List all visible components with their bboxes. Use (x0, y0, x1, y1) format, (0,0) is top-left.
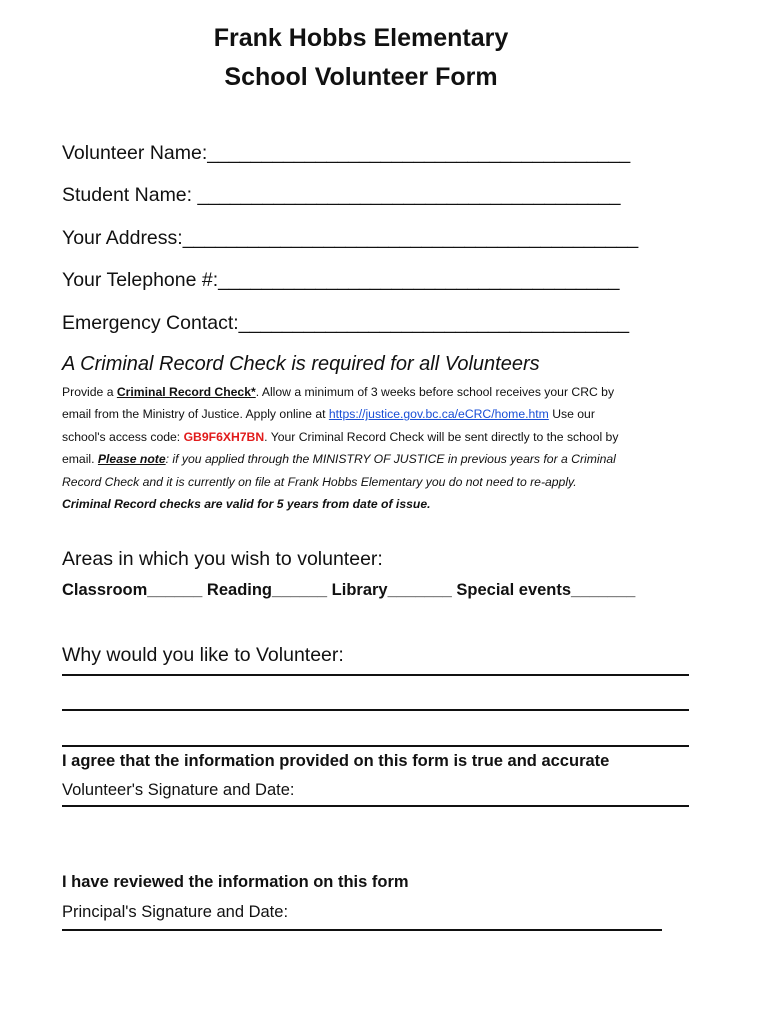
areas-heading: Areas in which you wish to volunteer: (62, 548, 383, 570)
crc-link-label: Criminal Record Check* (116, 385, 256, 399)
volunteer-name-field[interactable] (62, 141, 630, 165)
crc-text: email from the Ministry of Justice. Apply online at (62, 407, 329, 422)
review-statement: I have reviewed the information on this form (62, 873, 409, 891)
volunteer-signature-line[interactable] (62, 805, 689, 807)
telephone-label: Your Telephone #: (62, 269, 219, 291)
principal-signature-line[interactable] (62, 929, 662, 931)
why-volunteer-label: Why would you like to Volunteer: (62, 644, 344, 666)
address-field[interactable] (62, 226, 638, 250)
access-code: GB9F6XH7BN (183, 429, 265, 444)
why-answer-line-3[interactable] (62, 745, 689, 747)
crc-validity-note: Criminal Record checks are valid for 5 years from date of issue. (62, 497, 431, 512)
please-note: Please note (97, 452, 166, 467)
why-answer-line-1[interactable] (62, 674, 689, 676)
crc-line-4 (62, 448, 702, 470)
student-name-label: Student Name: (62, 184, 198, 206)
address-label: Your Address: (62, 227, 183, 249)
areas-options[interactable]: Classroom______ Reading______ Library_______ Special events_______ (62, 581, 636, 599)
crc-line-1 (62, 381, 702, 403)
crc-line-2 (62, 403, 702, 425)
crc-text: school's access code: (62, 429, 184, 444)
emergency-contact-blank[interactable]: ____________________________________ (238, 312, 630, 334)
crc-paragraph (62, 381, 702, 515)
volunteer-signature-label: Volunteer's Signature and Date: (62, 781, 295, 799)
crc-text: . Allow a minimum of 3 weeks before school receives your CRC by (255, 385, 615, 399)
student-name-blank[interactable]: _______________________________________ (197, 184, 621, 206)
address-blank[interactable]: __________________________________________ (182, 227, 639, 249)
ecrc-link[interactable]: https://justice.gov.bc.ca/eCRC/home.htm (328, 407, 549, 422)
crc-text: Provide a (62, 385, 117, 399)
emergency-contact-label: Emergency Contact: (62, 312, 239, 334)
volunteer-name-label: Volunteer Name: (62, 142, 208, 164)
form-title-line2: School Volunteer Form (224, 63, 498, 91)
student-name-field[interactable] (62, 183, 620, 207)
principal-signature-label: Principal's Signature and Date: (62, 903, 289, 921)
crc-text: email. (62, 452, 98, 467)
crc-text: . Your Criminal Record Check will be sent directly to the school by (264, 429, 619, 444)
crc-heading: A Criminal Record Check is required for all Volunteers (62, 353, 540, 375)
crc-text: Use our (548, 407, 595, 422)
volunteer-name-blank[interactable]: _______________________________________ (207, 142, 631, 164)
telephone-field[interactable] (62, 268, 619, 292)
crc-line-5: Record Check and it is currently on file at Frank Hobbs Elementary you do not need to re-apply. (62, 474, 577, 489)
agreement-statement: I agree that the information provided on this form is true and accurate (62, 752, 610, 770)
crc-text: : if you applied through the MINISTRY OF JUSTICE in previous years for a Criminal (165, 452, 616, 467)
form-title-line1: Frank Hobbs Elementary (213, 24, 509, 52)
telephone-blank[interactable]: _____________________________________ (218, 269, 620, 291)
emergency-contact-field[interactable] (62, 311, 629, 335)
crc-line-3 (62, 426, 702, 448)
why-answer-line-2[interactable] (62, 709, 689, 711)
